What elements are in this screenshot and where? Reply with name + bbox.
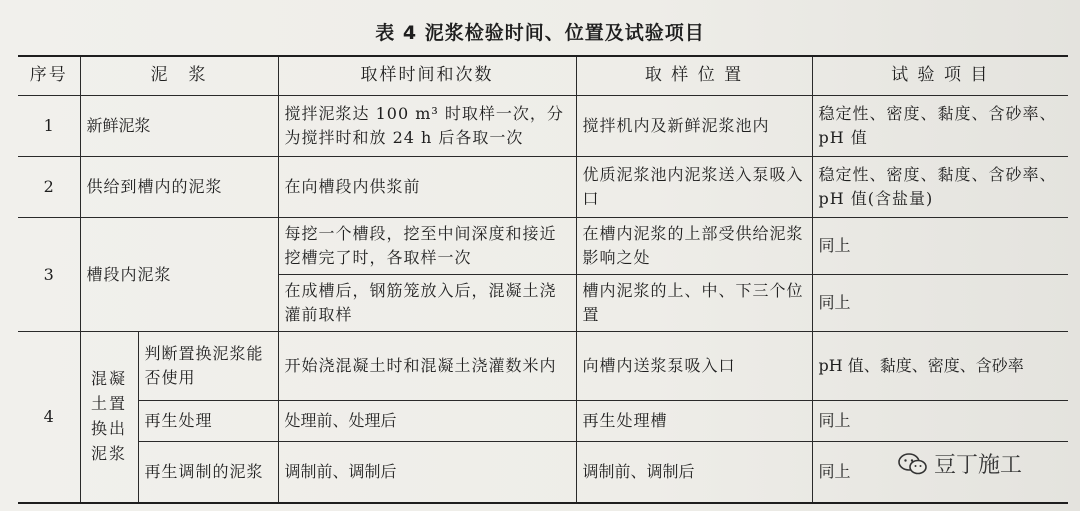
cell-time: 调制前、调制后 [278, 442, 576, 504]
cell-location: 优质泥浆池内泥浆送入泵吸入口 [576, 157, 812, 218]
table-row [18, 96, 1068, 157]
cell-items: pH 值、黏度、密度、含砂率 [812, 332, 1068, 401]
table-row [18, 157, 1068, 218]
table-header-row [18, 56, 1068, 96]
cell-location: 槽内泥浆的上、中、下三个位置 [576, 275, 812, 332]
cell-time: 搅拌泥浆达 100 m³ 时取样一次，分为搅拌时和放 24 h 后各取一次 [278, 96, 576, 157]
header-slurry: 泥 浆 [80, 56, 278, 96]
cell-time: 开始浇混凝土时和混凝土浇灌数米内 [278, 332, 576, 401]
cell-location: 搅拌机内及新鲜泥浆池内 [576, 96, 812, 157]
cell-no: 2 [18, 157, 80, 218]
slurry-inspection-table [18, 55, 1068, 504]
cell-no: 3 [18, 218, 80, 332]
cell-time: 处理前、处理后 [278, 401, 576, 442]
cell-location: 调制前、调制后 [576, 442, 812, 504]
cell-items: 同上 [812, 275, 1068, 332]
cell-no: 4 [18, 332, 80, 504]
cell-slurry: 供给到槽内的泥浆 [80, 157, 278, 218]
cell-location: 再生处理槽 [576, 401, 812, 442]
table-row [18, 401, 1068, 442]
cell-location: 向槽内送浆泵吸入口 [576, 332, 812, 401]
cell-time: 在向槽段内供浆前 [278, 157, 576, 218]
cell-sub: 再生调制的泥浆 [138, 442, 278, 504]
cell-items: 同上 [812, 218, 1068, 275]
table-title: 表 4 泥浆检验时间、位置及试验项目 [375, 22, 705, 44]
table-row [18, 218, 1068, 275]
cell-time: 在成槽后，钢筋笼放入后，混凝土浇灌前取样 [278, 275, 576, 332]
cell-slurry: 新鲜泥浆 [80, 96, 278, 157]
table-row [18, 332, 1068, 401]
cell-items: 稳定性、密度、黏度、含砂率、pH 值 [812, 96, 1068, 157]
cell-sub: 判断置换泥浆能否使用 [138, 332, 278, 401]
header-time: 取样时间和次数 [278, 56, 576, 96]
cell-items: 稳定性、密度、黏度、含砂率、pH 值(含盐量) [812, 157, 1068, 218]
cell-slurry: 槽段内泥浆 [80, 218, 278, 332]
cell-location: 在槽内泥浆的上部受供给泥浆影响之处 [576, 218, 812, 275]
cell-group-text: 混凝土置换出泥浆 [91, 369, 128, 463]
cell-no: 1 [18, 96, 80, 157]
watermark-text: 豆丁施工 [934, 453, 1023, 478]
header-items: 试 验 项 目 [812, 56, 1068, 96]
header-location: 取 样 位 置 [576, 56, 812, 96]
header-no: 序号 [18, 56, 80, 96]
cell-group [80, 332, 138, 504]
wechat-icon [898, 452, 928, 476]
watermark [898, 448, 1022, 479]
cell-sub: 再生处理 [138, 401, 278, 442]
cell-items: 同上 [812, 401, 1068, 442]
cell-time: 每挖一个槽段，挖至中间深度和接近挖槽完了时，各取样一次 [278, 218, 576, 275]
cell-items: 同上 [812, 442, 1068, 504]
